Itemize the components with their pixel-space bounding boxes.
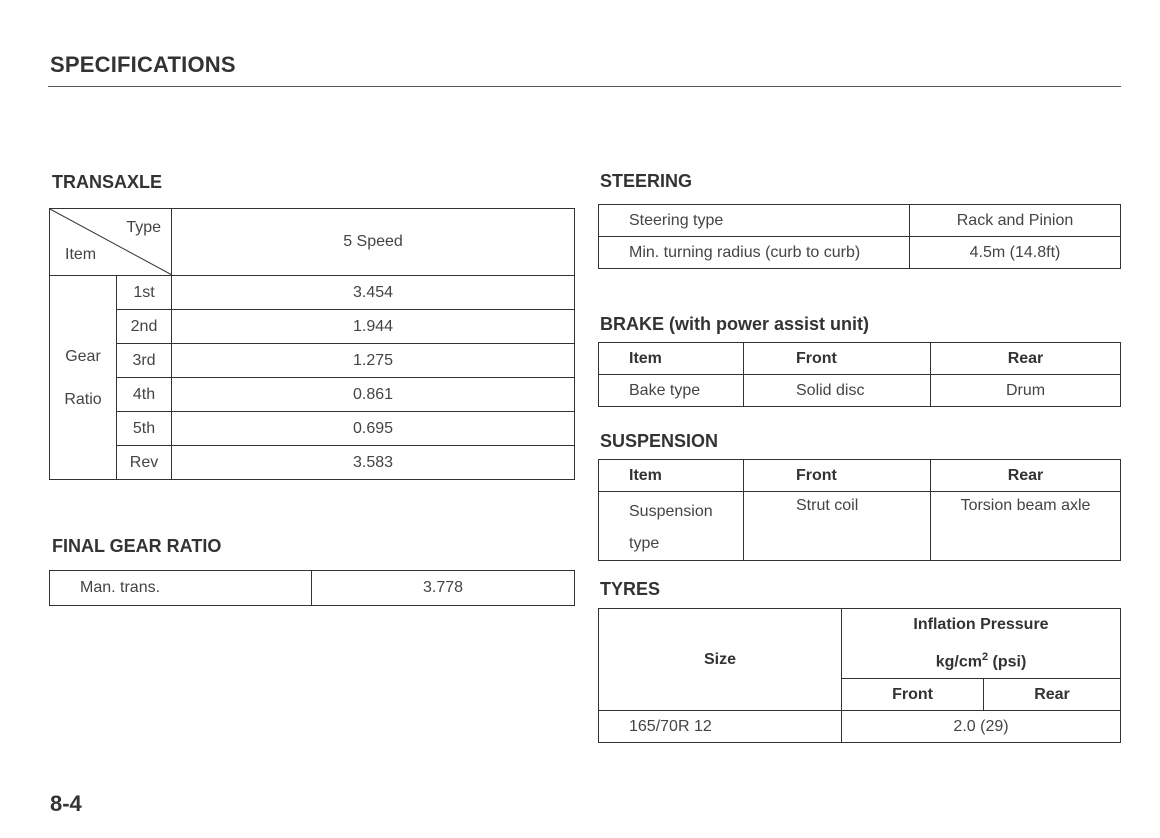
brake-rear-header: Rear bbox=[931, 343, 1121, 375]
header-divider bbox=[48, 86, 1121, 87]
gear-cell: 4th bbox=[117, 378, 172, 412]
ratio-label: Ratio bbox=[64, 390, 102, 408]
ratio-value-cell: 1.944 bbox=[172, 310, 575, 344]
table-row bbox=[50, 571, 575, 606]
table-row bbox=[50, 378, 575, 412]
table-header-row bbox=[599, 609, 1121, 679]
transaxle-column-header: 5 Speed bbox=[172, 209, 575, 276]
transaxle-title: TRANSAXLE bbox=[52, 172, 163, 192]
page-title: SPECIFICATIONS bbox=[50, 52, 236, 77]
suspension-front-value: Strut coil bbox=[744, 492, 931, 561]
table-header-row bbox=[599, 343, 1121, 375]
inflation-pressure-header bbox=[842, 609, 1121, 679]
table-row bbox=[599, 205, 1121, 237]
final-gear-label: Man. trans. bbox=[50, 571, 312, 606]
page-number: 8-4 bbox=[50, 791, 82, 816]
ratio-value-cell: 0.861 bbox=[172, 378, 575, 412]
tyre-pressure-value: 2.0 (29) bbox=[842, 711, 1121, 743]
suspension-type-label bbox=[599, 492, 744, 561]
gear-cell: Rev bbox=[117, 446, 172, 480]
table-row bbox=[599, 492, 1121, 561]
gear-ratio-group-cell bbox=[50, 276, 117, 480]
brake-type-label: Bake type bbox=[599, 375, 744, 407]
tyre-size-value: 165/70R 12 bbox=[599, 711, 842, 743]
tyre-size-header: Size bbox=[599, 609, 842, 711]
steering-label: Min. turning radius (curb to curb) bbox=[599, 237, 910, 269]
suspension-item-header: Item bbox=[599, 460, 744, 492]
pressure-unit-label bbox=[842, 641, 1120, 678]
table-row bbox=[50, 310, 575, 344]
table-header-row bbox=[599, 460, 1121, 492]
steering-value: 4.5m (14.8ft) bbox=[910, 237, 1121, 269]
final-gear-value: 3.778 bbox=[312, 571, 575, 606]
brake-table bbox=[598, 342, 1121, 407]
gear-cell: 3rd bbox=[117, 344, 172, 378]
corner-type-label: Type bbox=[126, 219, 161, 236]
table-row bbox=[599, 711, 1121, 743]
suspension-rear-header: Rear bbox=[931, 460, 1121, 492]
table-row bbox=[50, 412, 575, 446]
table-row bbox=[50, 446, 575, 480]
pressure-unit-psi: (psi) bbox=[988, 653, 1027, 671]
tyres-table bbox=[598, 608, 1121, 743]
steering-label: Steering type bbox=[599, 205, 910, 237]
suspension-type-line2: type bbox=[629, 535, 660, 552]
ratio-value-cell: 0.695 bbox=[172, 412, 575, 446]
suspension-type-line1: Suspension bbox=[629, 503, 713, 520]
brake-rear-value: Drum bbox=[931, 375, 1121, 407]
brake-item-header: Item bbox=[599, 343, 744, 375]
inflation-pressure-label: Inflation Pressure bbox=[913, 616, 1049, 633]
suspension-front-header: Front bbox=[744, 460, 931, 492]
suspension-rear-value: Torsion beam axle bbox=[931, 492, 1121, 561]
pressure-unit-superscript: 2 bbox=[981, 651, 989, 663]
ratio-value-cell: 1.275 bbox=[172, 344, 575, 378]
tyre-front-header: Front bbox=[842, 679, 984, 711]
steering-table bbox=[598, 204, 1121, 269]
transaxle-table bbox=[49, 208, 575, 480]
transaxle-corner-cell bbox=[50, 209, 172, 276]
table-row bbox=[599, 237, 1121, 269]
tyres-title: TYRES bbox=[600, 579, 661, 599]
final-gear-title: FINAL GEAR RATIO bbox=[52, 536, 222, 556]
gear-cell: 5th bbox=[117, 412, 172, 446]
steering-value: Rack and Pinion bbox=[910, 205, 1121, 237]
suspension-table bbox=[598, 459, 1121, 561]
ratio-value-cell: 3.454 bbox=[172, 276, 575, 310]
table-row bbox=[50, 276, 575, 310]
table-row bbox=[50, 344, 575, 378]
final-gear-table bbox=[49, 570, 575, 606]
table-row bbox=[599, 375, 1121, 407]
brake-title: BRAKE (with power assist unit) bbox=[600, 314, 870, 334]
suspension-title: SUSPENSION bbox=[600, 431, 719, 451]
ratio-value-cell: 3.583 bbox=[172, 446, 575, 480]
transaxle-header-row bbox=[50, 209, 575, 276]
brake-front-header: Front bbox=[744, 343, 931, 375]
pressure-unit-base: kg/cm bbox=[935, 653, 982, 671]
corner-item-label: Item bbox=[65, 246, 97, 263]
tyre-rear-header: Rear bbox=[984, 679, 1121, 711]
gear-cell: 2nd bbox=[117, 310, 172, 344]
gear-cell: 1st bbox=[117, 276, 172, 310]
brake-front-value: Solid disc bbox=[744, 375, 931, 407]
gear-label: Gear bbox=[65, 347, 101, 365]
steering-title: STEERING bbox=[600, 171, 693, 191]
